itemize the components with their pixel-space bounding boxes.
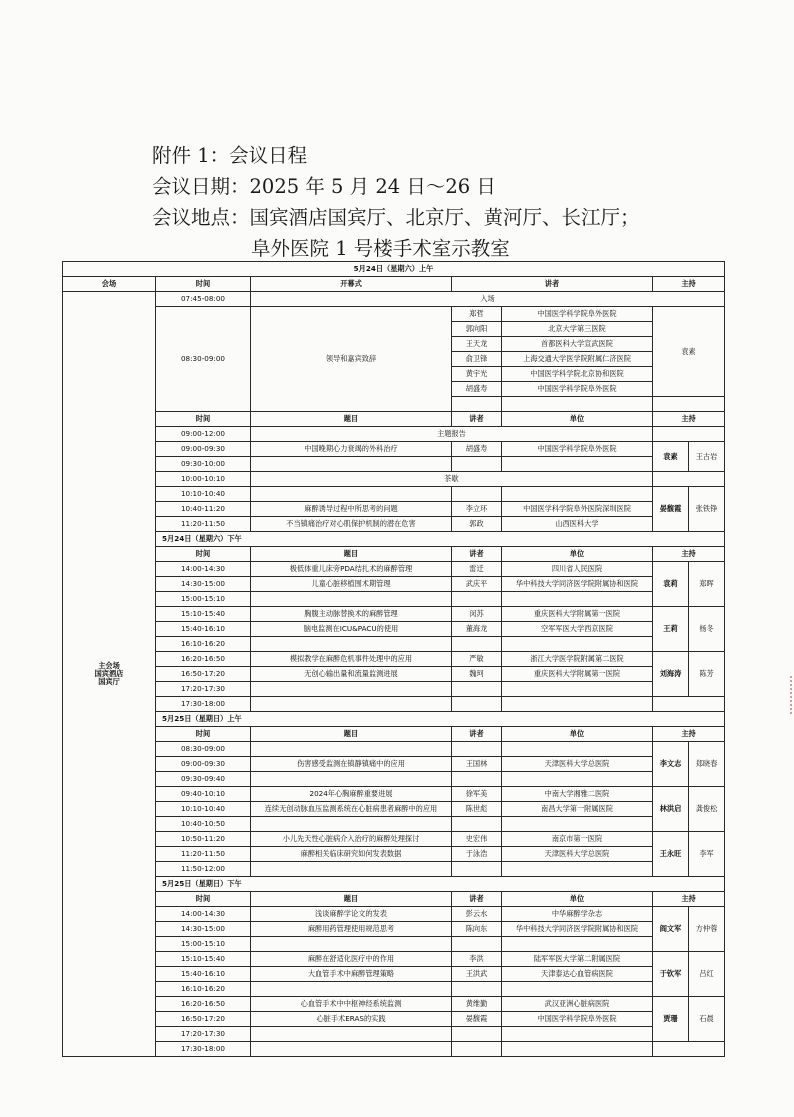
host-header: 主持 — [653, 892, 725, 907]
speaker-name: 郭向阳 — [452, 322, 502, 337]
speaker-name: 晏馥霞 — [452, 1012, 502, 1027]
host-name: 阎文军 — [653, 907, 689, 952]
host-name: 方仲蓉 — [689, 907, 725, 952]
speaker-unit: 空军军医大学西京医院 — [502, 622, 653, 637]
host-name: 晏馥霞 — [653, 487, 689, 532]
speaker-name — [452, 817, 502, 832]
blank-cell — [452, 397, 502, 412]
speaker-unit: 华中科技大学同济医学院附属协和医院 — [502, 922, 653, 937]
speaker-unit — [502, 457, 653, 472]
speaker-unit: 中国医学科学院北京协和医院 — [502, 367, 653, 382]
topic-cell: 脑电监测在ICU&PACU的使用 — [251, 622, 452, 637]
speaker-unit: 中国医学科学院阜外医院深圳医院 — [502, 502, 653, 517]
speaker-name: 郑哲 — [452, 307, 502, 322]
speaker-unit — [502, 682, 653, 697]
host-name: 李军 — [689, 832, 725, 877]
session-label: 主题报告 — [251, 427, 653, 442]
speaker-name — [452, 457, 502, 472]
time-cell: 15:00-15:10 — [156, 592, 251, 607]
time-cell: 09:00-09:30 — [156, 442, 251, 457]
speaker-unit: 浙江大学医学院附属第二医院 — [502, 652, 653, 667]
speaker-unit — [502, 487, 653, 502]
topic-header: 题目 — [251, 892, 452, 907]
table-title: 5月24日（星期六）上午 — [63, 262, 725, 277]
time-cell: 10:50-11:20 — [156, 832, 251, 847]
speaker-header: 讲者 — [452, 547, 502, 562]
blank-cell — [502, 397, 653, 412]
speaker-name: 魏珂 — [452, 667, 502, 682]
speaker-unit: 四川省人民医院 — [502, 562, 653, 577]
blank-cell — [653, 472, 725, 487]
topic-cell: 麻醉用药管理使用规范思考 — [251, 922, 452, 937]
host-name: 张铁铮 — [689, 487, 725, 532]
time-cell: 09:40-10:10 — [156, 787, 251, 802]
host-name: 杨冬 — [689, 607, 725, 652]
host-name: 石晨 — [689, 997, 725, 1042]
unit-header: 单位 — [502, 727, 653, 742]
speaker-unit: 武汉亚洲心脏病医院 — [502, 997, 653, 1012]
speaker-unit: 南京市第一医院 — [502, 832, 653, 847]
speaker-unit — [502, 637, 653, 652]
speaker-name: 武庆平 — [452, 577, 502, 592]
time-cell: 10:10-10:40 — [156, 802, 251, 817]
speaker-name — [452, 742, 502, 757]
host-name: 郑晓春 — [689, 742, 725, 787]
topic-cell — [251, 697, 452, 712]
session-label: 茶歇 — [251, 472, 653, 487]
speaker-unit: 首都医科大学宣武医院 — [502, 337, 653, 352]
speaker-unit: 重庆医科大学附属第一医院 — [502, 667, 653, 682]
speaker-unit: 中国医学科学院阜外医院 — [502, 1012, 653, 1027]
speaker-name: 黄维勤 — [452, 997, 502, 1012]
speaker-name: 郭政 — [452, 517, 502, 532]
time-cell: 10:40-10:50 — [156, 817, 251, 832]
speaker-name — [452, 682, 502, 697]
time-cell: 15:40-16:10 — [156, 622, 251, 637]
host-header: 主持 — [653, 277, 725, 292]
time-cell: 15:10-15:40 — [156, 952, 251, 967]
speaker-unit: 中国医学科学院阜外医院 — [502, 442, 653, 457]
blank-cell — [653, 1042, 725, 1057]
speaker-unit: 天津医科大学总医院 — [502, 757, 653, 772]
time-header: 时间 — [156, 412, 251, 427]
time-cell: 14:00-14:30 — [156, 907, 251, 922]
host-header: 主持 — [653, 727, 725, 742]
topic-cell — [251, 637, 452, 652]
topic-cell — [251, 937, 452, 952]
speaker-name — [452, 1027, 502, 1042]
speaker-name — [452, 697, 502, 712]
topic-cell — [251, 1042, 452, 1057]
speaker-unit: 南昌大学第一附属医院 — [502, 802, 653, 817]
speaker-unit — [502, 772, 653, 787]
speaker-name: 彭云水 — [452, 907, 502, 922]
speaker-name: 李立环 — [452, 502, 502, 517]
speaker-unit: 中国医学科学院阜外医院 — [502, 307, 653, 322]
speaker-unit — [502, 592, 653, 607]
time-cell: 16:10-16:20 — [156, 982, 251, 997]
topic-cell: 大血管手术中麻醉管理策略 — [251, 967, 452, 982]
speaker-name: 陈世彪 — [452, 802, 502, 817]
topic-cell: 心脏手术ERAS的实践 — [251, 1012, 452, 1027]
speaker-name: 于泳浩 — [452, 847, 502, 862]
host-name: 于钦军 — [653, 952, 689, 997]
red-mark — [768, 676, 792, 714]
venue-line: 主会场 — [98, 661, 120, 671]
schedule-table — [62, 261, 725, 1057]
speaker-unit — [502, 937, 653, 952]
time-cell: 07:45-08:00 — [156, 292, 251, 307]
time-cell: 15:00-15:10 — [156, 937, 251, 952]
time-header: 时间 — [156, 547, 251, 562]
topic-cell — [251, 682, 452, 697]
time-cell: 09:30-09:40 — [156, 772, 251, 787]
host-name: 王古岩 — [689, 442, 725, 472]
speaker-name — [452, 937, 502, 952]
topic-cell: 浅谈麻醉学论文的发表 — [251, 907, 452, 922]
meeting-date: 会议日期：2025 年 5 月 24 日～26 日 — [152, 175, 496, 198]
speaker-unit: 北京大学第三医院 — [502, 322, 653, 337]
speaker-unit — [502, 742, 653, 757]
topic-cell — [251, 817, 452, 832]
time-cell: 10:40-11:20 — [156, 502, 251, 517]
time-cell: 16:20-16:50 — [156, 652, 251, 667]
unit-header: 单位 — [502, 412, 653, 427]
speaker-header: 讲者 — [452, 277, 653, 292]
section-header: 5月25日（星期日）下午 — [156, 877, 725, 892]
time-cell: 08:30-09:00 — [156, 742, 251, 757]
speaker-name: 胡盛寿 — [452, 382, 502, 397]
time-cell: 09:00-09:30 — [156, 757, 251, 772]
speaker-name — [452, 637, 502, 652]
time-cell: 11:20-11:50 — [156, 847, 251, 862]
unit-header: 单位 — [502, 547, 653, 562]
speaker-name: 王洪武 — [452, 967, 502, 982]
topic-cell: 极低体重儿床旁PDA结扎术的麻醉管理 — [251, 562, 452, 577]
topic-header: 题目 — [251, 412, 452, 427]
time-cell: 16:50-17:20 — [156, 667, 251, 682]
speaker-header: 讲者 — [452, 727, 502, 742]
time-cell: 16:10-16:20 — [156, 637, 251, 652]
speaker-name: 严敏 — [452, 652, 502, 667]
topic-cell: 中国晚期心力衰竭的外科治疗 — [251, 442, 452, 457]
speaker-header: 讲者 — [452, 892, 502, 907]
speaker-name: 俞卫锋 — [452, 352, 502, 367]
topic-cell: 伤害感受监测在镇静镇痛中的应用 — [251, 757, 452, 772]
host-name: 袁素 — [653, 442, 689, 472]
speaker-unit: 天津医科大学总医院 — [502, 847, 653, 862]
host-name: 王莉 — [653, 607, 689, 652]
host-name: 刘海涛 — [653, 652, 689, 697]
topic-cell: 无创心输出量和流量监测进展 — [251, 667, 452, 682]
time-cell: 16:20-16:50 — [156, 997, 251, 1012]
topic-cell — [251, 862, 452, 877]
meeting-venue-second-line: 阜外医院 1 号楼手术室示教室 — [251, 237, 510, 260]
speaker-unit — [502, 1042, 653, 1057]
time-cell: 10:00-10:10 — [156, 472, 251, 487]
time-header: 时间 — [156, 892, 251, 907]
topic-cell: 小儿先天性心脏病介入治疗的麻醉处理探讨 — [251, 832, 452, 847]
time-header: 时间 — [156, 277, 251, 292]
speaker-unit: 华中科技大学同济医学院附属协和医院 — [502, 577, 653, 592]
section-header: 5月24日（星期六）下午 — [156, 532, 725, 547]
topic-header: 题目 — [251, 727, 452, 742]
time-cell: 15:10-15:40 — [156, 607, 251, 622]
topic-header: 题目 — [251, 547, 452, 562]
topic-cell: 麻醉相关临床研究如何发表数据 — [251, 847, 452, 862]
speaker-name: 李洪 — [452, 952, 502, 967]
host-name: 龚俊松 — [689, 787, 725, 832]
time-cell: 17:30-18:00 — [156, 697, 251, 712]
speaker-unit — [502, 817, 653, 832]
topic-cell — [251, 982, 452, 997]
time-header: 时间 — [156, 727, 251, 742]
speaker-unit: 中国医学科学院阜外医院 — [502, 382, 653, 397]
speaker-name: 史宏伟 — [452, 832, 502, 847]
topic-cell — [251, 772, 452, 787]
venue-cell — [63, 292, 156, 1057]
speaker-name — [452, 862, 502, 877]
blank-cell — [653, 697, 725, 712]
topic-cell — [251, 592, 452, 607]
time-cell: 14:30-15:00 — [156, 922, 251, 937]
speaker-name — [452, 1042, 502, 1057]
speaker-header: 讲者 — [452, 412, 502, 427]
topic-cell: 儿童心脏移植围术期管理 — [251, 577, 452, 592]
speaker-name: 王国林 — [452, 757, 502, 772]
entry-label: 入场 — [251, 292, 725, 307]
time-cell: 10:10-10:40 — [156, 487, 251, 502]
unit-header: 单位 — [502, 892, 653, 907]
speaker-unit: 陆军军医大学第二附属医院 — [502, 952, 653, 967]
topic-cell — [251, 1027, 452, 1042]
speaker-name: 胡盛寿 — [452, 442, 502, 457]
host-name: 陈芳 — [689, 652, 725, 697]
topic-cell — [251, 742, 452, 757]
topic-cell: 心血管手术中中枢神经系统监测 — [251, 997, 452, 1012]
speaker-name: 王天龙 — [452, 337, 502, 352]
topic-cell: 2024年心胸麻醉重要进展 — [251, 787, 452, 802]
speaker-name: 陈向东 — [452, 922, 502, 937]
host-name: 贾珊 — [653, 997, 689, 1042]
speaker-name — [452, 772, 502, 787]
host-name: 郑晖 — [689, 562, 725, 607]
speaker-name — [452, 592, 502, 607]
speaker-unit: 中华麻醉学杂志 — [502, 907, 653, 922]
speaker-unit — [502, 1027, 653, 1042]
topic-cell: 模拟教学在麻醉危机事件处理中的应用 — [251, 652, 452, 667]
host-name: 李文志 — [653, 742, 689, 787]
topic-cell — [251, 487, 452, 502]
opening-header: 开幕式 — [251, 277, 452, 292]
time-cell: 14:00-14:30 — [156, 562, 251, 577]
attachment-title: 附件 1：会议日程 — [152, 144, 308, 167]
topic-cell: 不当镇痛治疗对心肌保护机制的潜在危害 — [251, 517, 452, 532]
speaker-unit: 天津泰达心血管病医院 — [502, 967, 653, 982]
time-cell: 16:50-17:20 — [156, 1012, 251, 1027]
speaker-name — [452, 487, 502, 502]
speaker-name: 闵苏 — [452, 607, 502, 622]
blank-cell — [653, 397, 725, 412]
time-cell: 17:20-17:30 — [156, 682, 251, 697]
topic-cell: 胸腹主动脉替换术的麻醉管理 — [251, 607, 452, 622]
venue-header: 会场 — [63, 277, 156, 292]
time-cell: 17:30-18:00 — [156, 1042, 251, 1057]
speaker-unit — [502, 982, 653, 997]
time-cell: 08:30-09:00 — [156, 307, 251, 412]
speaker-name: 雷迁 — [452, 562, 502, 577]
host-cell: 袁素 — [653, 307, 725, 397]
speaker-unit: 中南大学湘雅二医院 — [502, 787, 653, 802]
speaker-unit — [502, 862, 653, 877]
speaker-name — [452, 982, 502, 997]
time-cell: 09:00-12:00 — [156, 427, 251, 442]
time-cell: 17:20-17:30 — [156, 1027, 251, 1042]
time-cell: 09:30-10:00 — [156, 457, 251, 472]
time-cell: 15:40-16:10 — [156, 967, 251, 982]
host-name: 吕红 — [689, 952, 725, 997]
topic-cell — [251, 457, 452, 472]
blank-cell — [653, 427, 725, 442]
topic-cell: 连续无创动脉血压监测系统在心脏病患者麻醉中的应用 — [251, 802, 452, 817]
speaker-unit: 上海交通大学医学院附属仁济医院 — [502, 352, 653, 367]
host-name: 王永旺 — [653, 832, 689, 877]
topic-cell: 麻醉诱导过程中所思考的问题 — [251, 502, 452, 517]
speaker-unit: 山西医科大学 — [502, 517, 653, 532]
venue-line: 国宾厅 — [98, 676, 120, 686]
speaker-unit — [502, 697, 653, 712]
topic-cell: 麻醉在舒适化医疗中的作用 — [251, 952, 452, 967]
host-header: 主持 — [653, 547, 725, 562]
section-header: 5月25日（星期日）上午 — [156, 712, 725, 727]
time-cell: 11:20-11:50 — [156, 517, 251, 532]
speaker-name: 徐军美 — [452, 787, 502, 802]
speaker-unit: 重庆医科大学附属第一医院 — [502, 607, 653, 622]
speaker-name: 黄宇光 — [452, 367, 502, 382]
venue-line: 国宾酒店 — [94, 669, 124, 679]
opening-title: 领导和嘉宾致辞 — [251, 307, 452, 412]
host-name: 袁莉 — [653, 562, 689, 607]
meeting-venue: 会议地点：国宾酒店国宾厅、北京厅、黄河厅、长江厅； — [152, 206, 640, 229]
time-cell: 11:50-12:00 — [156, 862, 251, 877]
host-header: 主持 — [653, 412, 725, 427]
time-cell: 14:30-15:00 — [156, 577, 251, 592]
speaker-name: 董海龙 — [452, 622, 502, 637]
host-name: 林洪启 — [653, 787, 689, 832]
